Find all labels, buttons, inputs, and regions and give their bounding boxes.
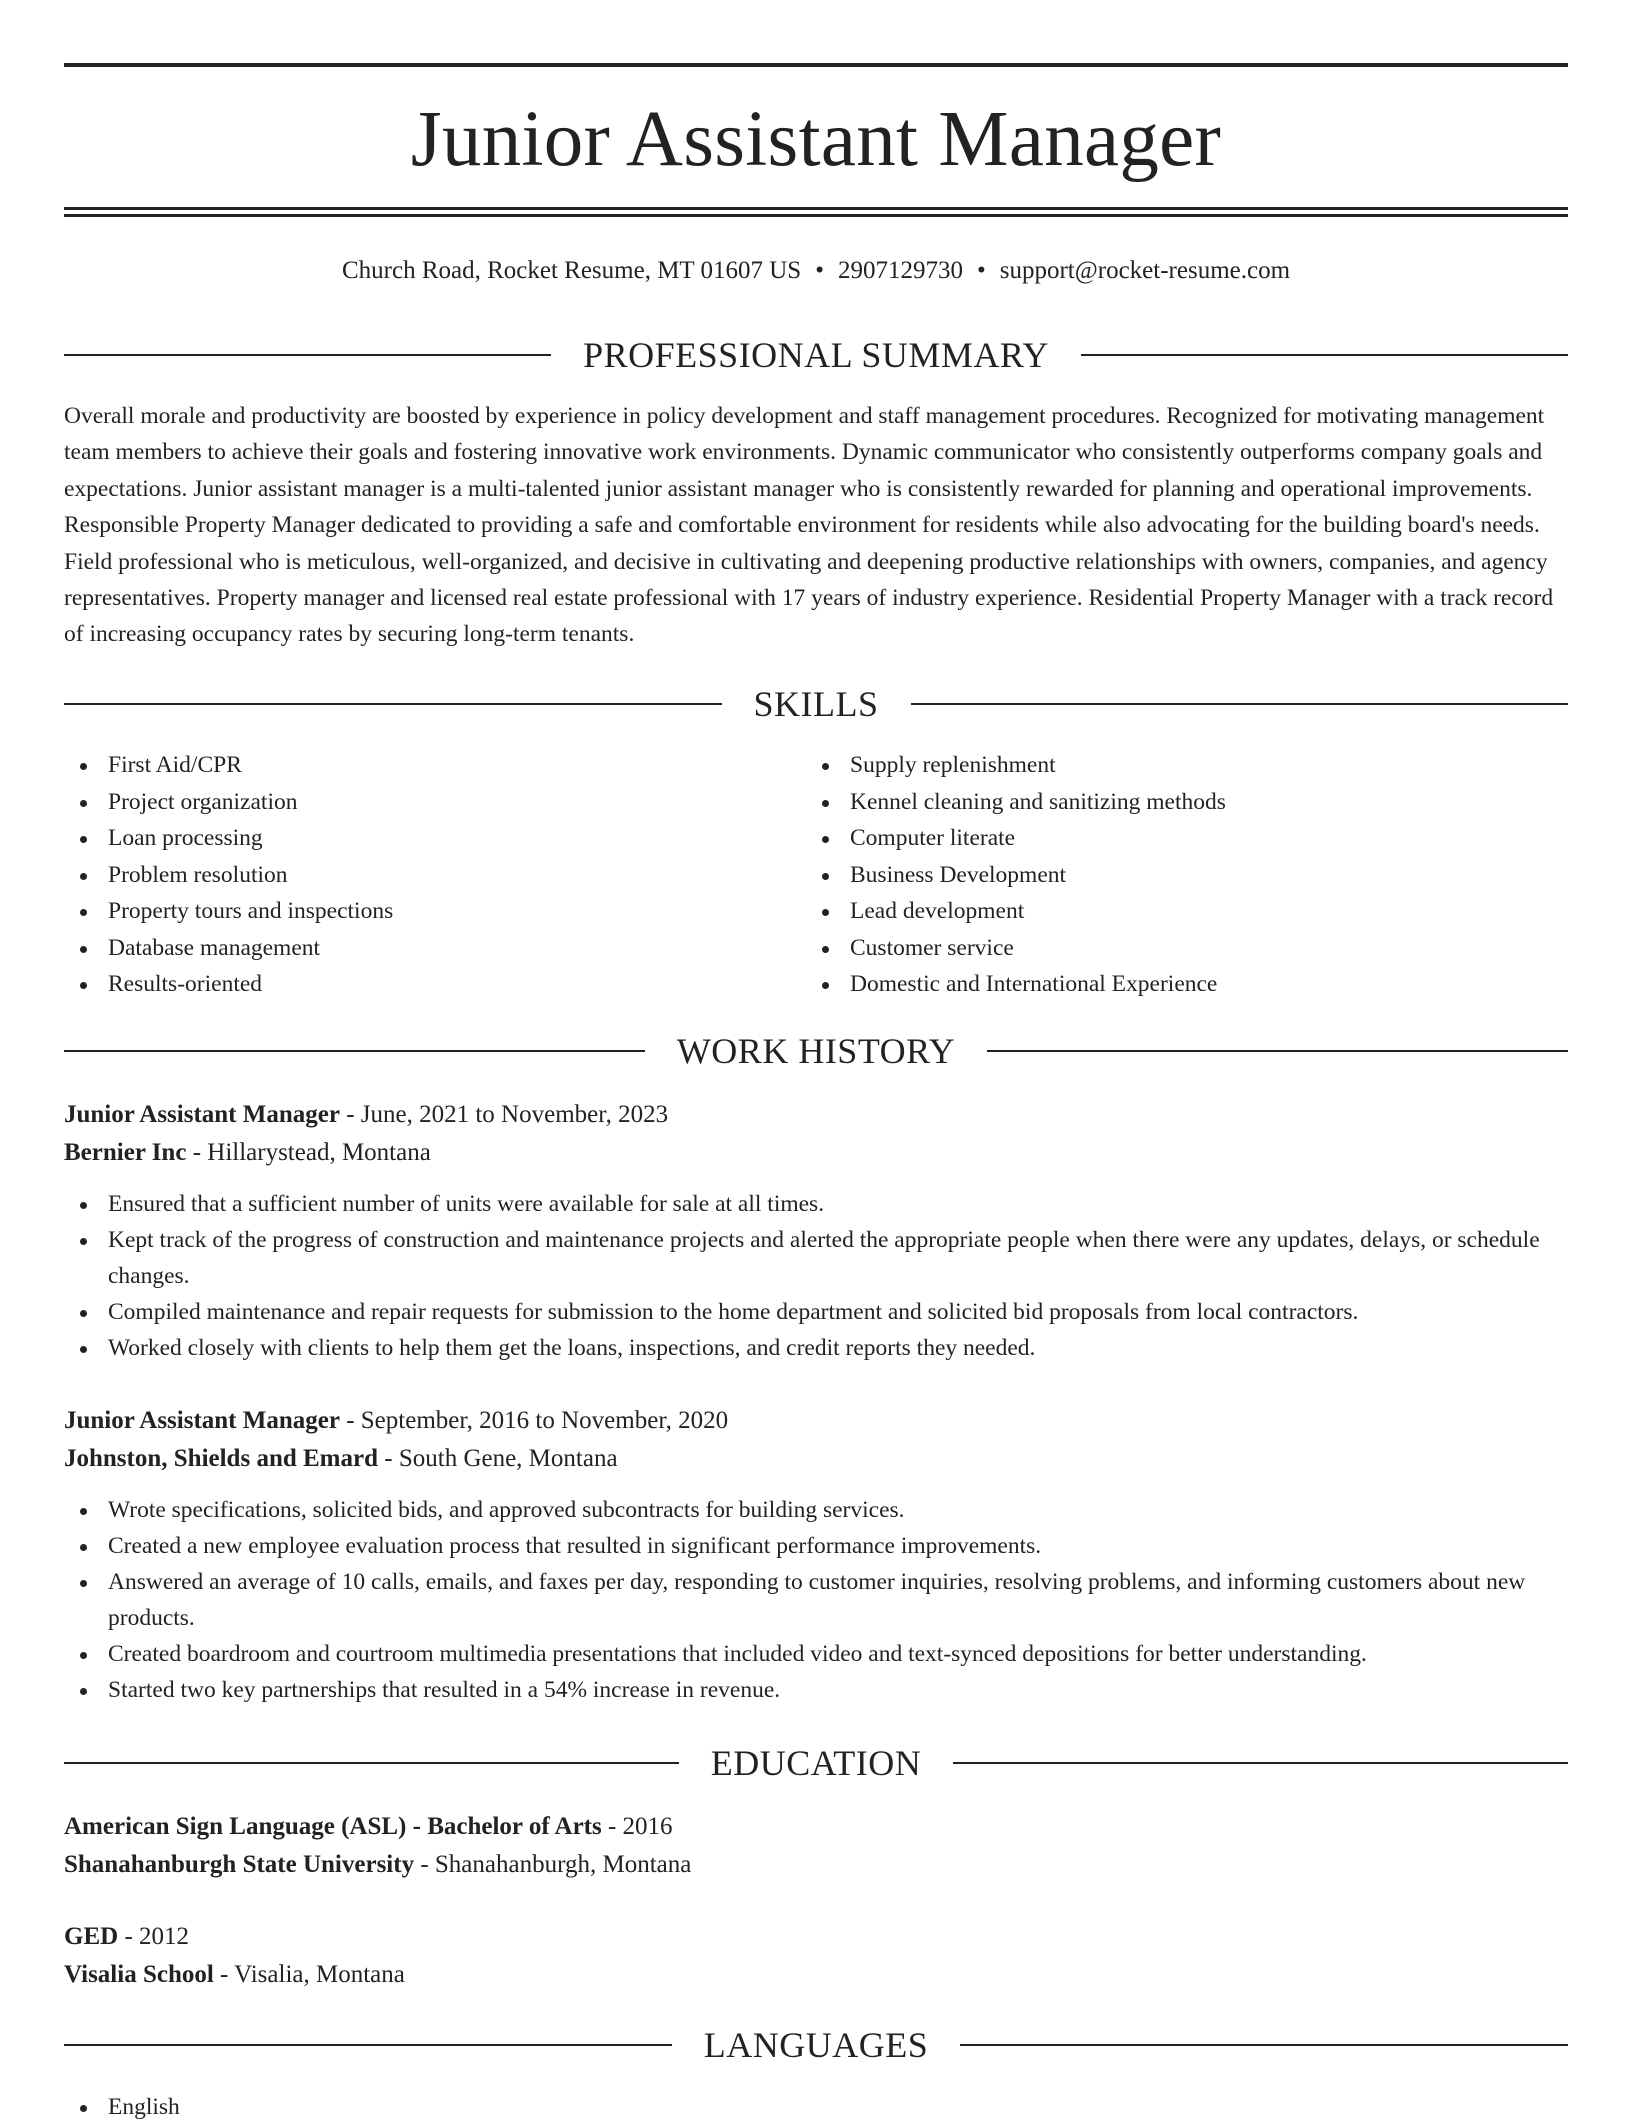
section-header-languages xyxy=(64,2025,1568,2065)
section-header-education xyxy=(64,1743,1568,1783)
skill-item: First Aid/CPR xyxy=(64,747,393,784)
education-year: - 2016 xyxy=(601,1813,673,1840)
skill-item: Supply replenishment xyxy=(806,747,1226,784)
job-bullet: Created a new employee evaluation process that resulted in significant performance improvements. xyxy=(64,1528,1568,1564)
contact-phone: 2907129730 xyxy=(837,257,963,284)
skill-item: Computer literate xyxy=(806,820,1226,857)
section-rule-right xyxy=(911,703,1569,705)
skill-item: Customer service xyxy=(806,930,1226,967)
section-rule-left xyxy=(64,2044,672,2046)
top-rule xyxy=(64,63,1568,67)
skill-item: Results-oriented xyxy=(64,966,393,1003)
education-degree: American Sign Language (ASL) - Bachelor of Arts xyxy=(64,1813,602,1840)
section-title-skills: SKILLS xyxy=(753,684,879,724)
summary-text: Overall morale and productivity are boosted by experience in policy development and staff management procedures. Recognized for motivating management team members to achieve their goals and fostering innovative work environments. Dynamic communicator who consistently outperforms company goals and expectations. Junior assistant manager is a multi-talented junior assistant manager who is consistently rewarded for planning and operational improvements. Responsible Property Manager dedicated to providing a safe and comfortable environment for residents while also advocating for the building board's needs. Field professional who is meticulous, well-organized, and decisive in cultivating and deepening productive relationships with owners, companies, and agency representatives. Property manager and licensed real estate professional with 17 years of industry experience. Residential Property Manager with a track record of increasing occupancy rates by securing long-term tenants. xyxy=(64,403,1554,648)
education-location: - Visalia, Montana xyxy=(213,1961,405,1988)
job-bullet: Wrote specifications, solicited bids, and approved subcontracts for building services. xyxy=(64,1492,1568,1528)
job-dates: - June, 2021 to November, 2023 xyxy=(339,1101,669,1128)
skill-item: Business Development xyxy=(806,857,1226,894)
skill-item: Domestic and International Experience xyxy=(806,966,1226,1003)
job-position: Junior Assistant Manager xyxy=(64,1407,340,1434)
education-school-line xyxy=(64,1956,1568,1994)
job-bullet: Kept track of the progress of construction and maintenance projects and alerted the appropriate people when there were any updates, delays, or schedule changes. xyxy=(64,1222,1568,1294)
contact-line xyxy=(64,254,1568,288)
language-item: English xyxy=(64,2089,180,2125)
skills-list-left xyxy=(64,747,393,1003)
section-title-education: EDUCATION xyxy=(710,1743,922,1783)
job-dates: - September, 2016 to November, 2020 xyxy=(339,1407,729,1434)
education-entry xyxy=(64,1918,1568,1994)
education-degree: GED xyxy=(64,1923,119,1950)
section-rule-left xyxy=(64,703,722,705)
contact-address: Church Road, Rocket Resume, MT 01607 US xyxy=(341,257,802,284)
job-bullet: Worked closely with clients to help them get the loans, inspections, and credit reports they needed. xyxy=(64,1330,1568,1366)
education-location: - Shanahanburgh, Montana xyxy=(414,1851,692,1878)
section-header-summary xyxy=(64,335,1568,375)
job-bullet: Started two key partnerships that resulted in a 54% increase in revenue. xyxy=(64,1672,1568,1708)
job-bullets xyxy=(64,1492,1568,1708)
section-rule-right xyxy=(1081,354,1568,356)
languages-list xyxy=(64,2089,180,2125)
skill-item: Kennel cleaning and sanitizing methods xyxy=(806,784,1226,821)
job-bullet: Created boardroom and courtroom multimedia presentations that included video and text-synced depositions for better understanding. xyxy=(64,1636,1568,1672)
resume-name: Junior Assistant Manager xyxy=(410,96,1222,183)
job-company-line xyxy=(64,1134,1568,1172)
job-title-line xyxy=(64,1402,1568,1440)
skill-item: Database management xyxy=(64,930,393,967)
education-school-line xyxy=(64,1846,1568,1884)
skill-item: Project organization xyxy=(64,784,393,821)
contact-separator: • xyxy=(976,257,986,284)
contact-separator: • xyxy=(815,257,824,284)
section-rule-right xyxy=(960,2044,1568,2046)
job-location: - South Gene, Montana xyxy=(378,1445,618,1472)
job-company: Bernier Inc xyxy=(64,1139,187,1166)
education-degree-line xyxy=(64,1918,1568,1956)
job-company: Johnston, Shields and Emard xyxy=(64,1445,379,1472)
job-title-line xyxy=(64,1096,1568,1134)
job-entry xyxy=(64,1402,1568,1708)
education-year: - 2012 xyxy=(118,1923,190,1950)
job-bullet: Answered an average of 10 calls, emails, and faxes per day, responding to customer inquiries, resolving problems, and informing customers about new products. xyxy=(64,1564,1568,1636)
job-bullet: Ensured that a sufficient number of units were available for sale at all times. xyxy=(64,1186,1568,1222)
education-school: Visalia School xyxy=(64,1961,214,1988)
education-school: Shanahanburgh State University xyxy=(64,1851,415,1878)
job-entry xyxy=(64,1096,1568,1366)
skill-item: Lead development xyxy=(806,893,1226,930)
education-entry xyxy=(64,1808,1568,1884)
section-rule-right xyxy=(987,1050,1568,1052)
section-rule-left xyxy=(64,354,551,356)
job-bullets xyxy=(64,1186,1568,1366)
section-header-skills xyxy=(64,684,1568,724)
section-rule-left xyxy=(64,1050,645,1052)
job-position: Junior Assistant Manager xyxy=(64,1101,340,1128)
education-degree-line xyxy=(64,1808,1568,1846)
contact-email: support@rocket-resume.com xyxy=(999,257,1291,284)
section-rule-right xyxy=(953,1762,1568,1764)
section-title-languages: LANGUAGES xyxy=(703,2025,929,2065)
skill-item: Loan processing xyxy=(64,820,393,857)
skill-item: Problem resolution xyxy=(64,857,393,894)
job-location: - Hillarystead, Montana xyxy=(186,1139,431,1166)
job-bullet: Compiled maintenance and repair requests for submission to the home department and solicited bid proposals from local contractors. xyxy=(64,1294,1568,1330)
skills-list-right xyxy=(806,747,1226,1003)
skill-item: Property tours and inspections xyxy=(64,893,393,930)
section-rule-left xyxy=(64,1762,679,1764)
section-title-summary: PROFESSIONAL SUMMARY xyxy=(583,335,1049,375)
header-double-rule xyxy=(64,207,1568,217)
job-company-line xyxy=(64,1440,1568,1478)
section-title-work: WORK HISTORY xyxy=(676,1031,956,1071)
section-header-work xyxy=(64,1031,1568,1071)
